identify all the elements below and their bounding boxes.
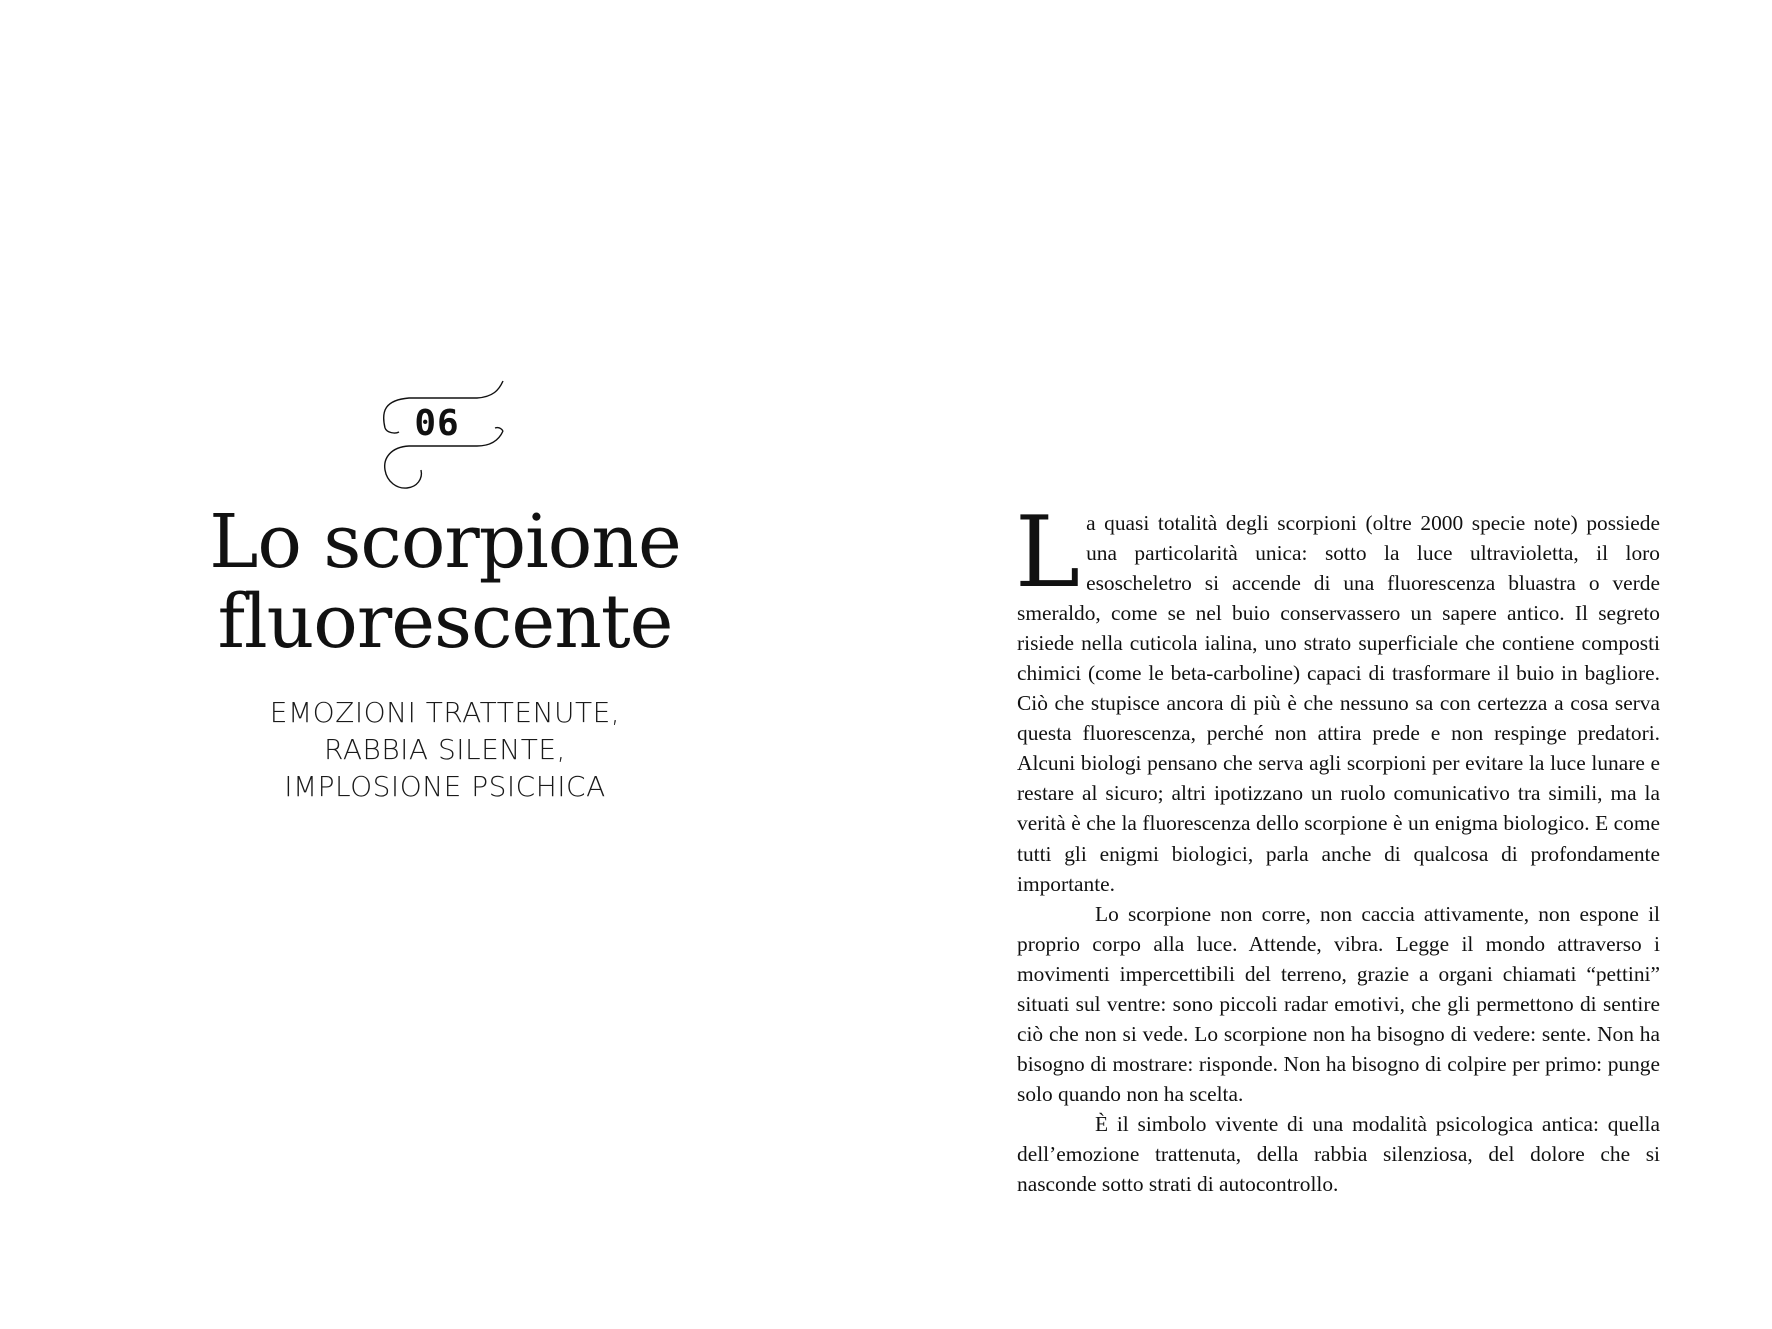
- chapter-title-line-1: Lo scorpione: [209, 499, 681, 585]
- chapter-subtitle: [180, 694, 710, 805]
- subtitle-line-2: RABBIA SILENTE,: [324, 733, 566, 766]
- paragraph-2: Lo scorpione non corre, non caccia attivamente, non espone il proprio corpo alla luce. Attende, vibra. Legge il mondo attraverso i movimenti impercettibili del terreno, grazie a organi chiamati “pettini” situati sul ventre: sono piccoli radar emotivi, che gli permettono di sentire ciò che non si vede. Lo scorpione non ha bisogno di vedere: sente. Non ha bisogno di mostrare: risponde. Non ha bisogno di colpire per primo: punge solo quando non ha scelta.: [1017, 901, 1660, 1106]
- chapter-number: 06: [414, 403, 460, 444]
- paragraph-1: [1015, 496, 1660, 899]
- paragraph-3: È il simbolo vivente di una modalità psicologica antica: quella dell’emozione trattenuta, della rabbia silenziosa, del dolore che si nasconde sotto strati di autocontrollo.: [1017, 1111, 1660, 1197]
- chapter-title-line-2: fluorescente: [217, 579, 673, 665]
- chapter-title: [180, 499, 710, 665]
- body-text: [1015, 496, 1660, 1199]
- drop-cap: L: [1015, 496, 1081, 610]
- subtitle-line-3: IMPLOSIONE PSICHICA: [284, 770, 606, 803]
- chapter-ornament: [381, 376, 511, 492]
- right-page: [886, 0, 1772, 1329]
- subtitle-line-1: EMOZIONI TRATTENUTE,: [269, 696, 621, 729]
- paragraph-1-text: a quasi totalità degli scorpioni (oltre 2000 specie note) possiede una particolarità unica: sotto la luce ultravioletta, il loro esoscheletro si accende di una fluorescenza bluastra o verde smeraldo, come se nel buio conservassero un sapere antico. Il segreto risiede nella cuticola ialina, uno strato superficiale che contiene composti chimici (come le beta-carboline) capaci di trasformare il buio in bagliore. Ciò che stupisce ancora di più è che nessuno sa con certezza a cosa serva questa fluorescenza, perché non attira prede e non respinge predatori. Alcuni biologi pensano che serva agli scorpioni per evitare la luce lunare e restare al sicuro; altri ipotizzano un ruolo comunicativo tra simili, ma la verità è che la fluorescenza dello scorpione è un enigma biologico. E come tutti gli enigmi biologici, parla anche di qualcosa di profondamente importante.: [1017, 511, 1660, 896]
